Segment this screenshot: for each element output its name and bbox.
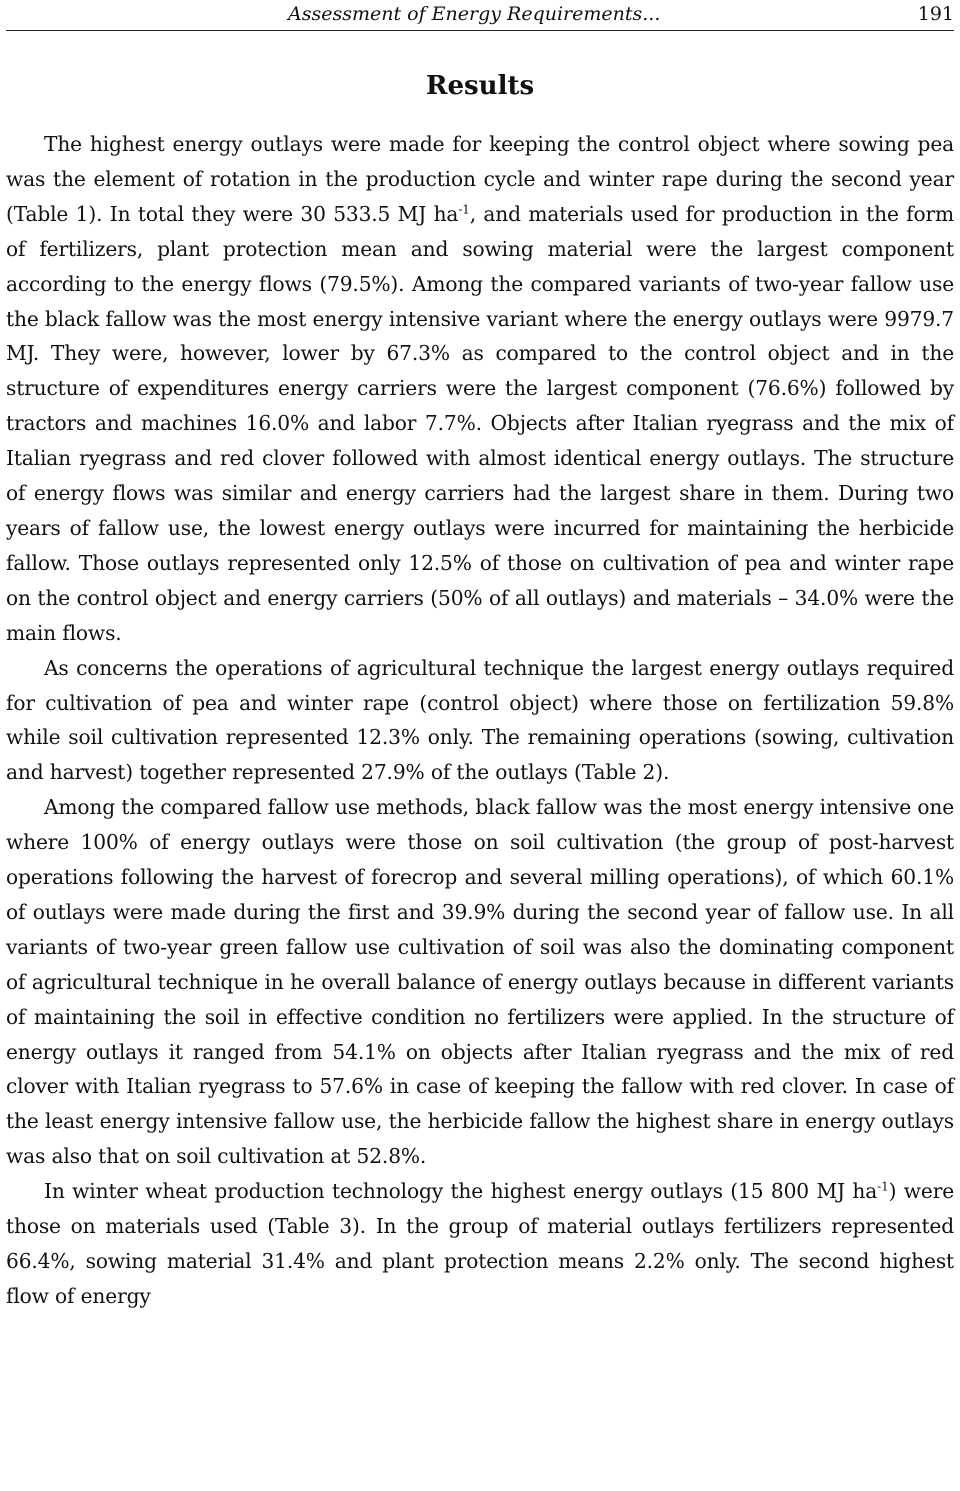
page-number: 191 (917, 3, 954, 25)
section-heading: Results (425, 71, 535, 101)
paragraph-4 (6, 1174, 954, 1314)
paragraph-1-text-b: , and materials used for production in the form of fertilizers, plant protection mean and sowing material were the largest component according to the energy flows (79.5%). Among the compared variants of two-year fallow use the black fallow was the most energy intensive variant where the energy outlays were 9979.7 MJ. They were, however, lower by 67.3% as compared to the control object and in the structure of expenditures energy carriers were the largest component (76.6%) followed by tractors and machines 16.0% and labor 7.7%. Objects after Italian ryegrass and the mix of Italian ryegrass and red clover followed with almost identical energy outlays. The structure of energy flows was similar and energy carriers had the largest share in them. During two years of fallow use, the lowest energy outlays were incurred for maintaining the herbicide fallow. Those outlays represented only 12.5% of those on cultivation of pea and winter rape on the control object and energy carriers (50% of all outlays) and materials – 34.0% were the main flows. (6, 201, 954, 645)
paragraph-2: As concerns the operations of agricultural technique the largest energy outlays required for cultivation of pea and winter rape (control object) where those on fertilization 59.8% while soil cultivation represented 12.3% only. The remaining operations (sowing, cultivation and harvest) together represented 27.9% of the outlays (Table 2). (6, 655, 954, 785)
running-title: Assessment of Energy Requirements... (288, 3, 661, 25)
paragraph-3: Among the compared fallow use methods, black fallow was the most energy intensive one where 100% of energy outlays were those on soil cultivation (the group of post-harvest operations following the harvest of forecrop and several milling operations), of which 60.1% of outlays were made during the first and 39.9% during the second year of fallow use. In all variants of two-year green fallow use cultivation of soil was also the dominating component of agricultural technique in he overall balance of energy outlays because in different variants of maintaining the soil in effective condition no fertilizers were applied. In the structure of energy outlays it ranged from 54.1% on objects after Italian ryegrass and the mix of red clover with Italian ryegrass to 57.6% in case of keeping the fallow with red clover. In case of the least energy intensive fallow use, the herbicide fallow the highest share in energy outlays was also that on soil cultivation at 52.8%. (6, 795, 954, 1169)
paragraph-4-superscript: -1 (877, 1179, 889, 1194)
running-header (6, 0, 954, 31)
document-page (6, 0, 954, 1314)
paragraph-1-text-a: The highest energy outlays were made for keeping the control object where sowing pea was the element of rotation in the production cycle and winter rape during the second year (Table 1). In total they were 30 533.5 MJ ha (6, 132, 954, 226)
body-text (6, 127, 954, 1314)
paragraph-1 (6, 127, 954, 651)
paragraph-4-text-a: In winter wheat production technology the highest energy outlays (15 800 MJ ha (44, 1179, 878, 1204)
paragraph-1-superscript: -1 (458, 202, 470, 217)
paragraph-4-text-b: ) were those on materials used (Table 3). In the group of material outlays fertilizers represented 66.4%, sowing material 31.4% and plant protection means 2.2% only. The second highest flow of energy (6, 1179, 955, 1308)
